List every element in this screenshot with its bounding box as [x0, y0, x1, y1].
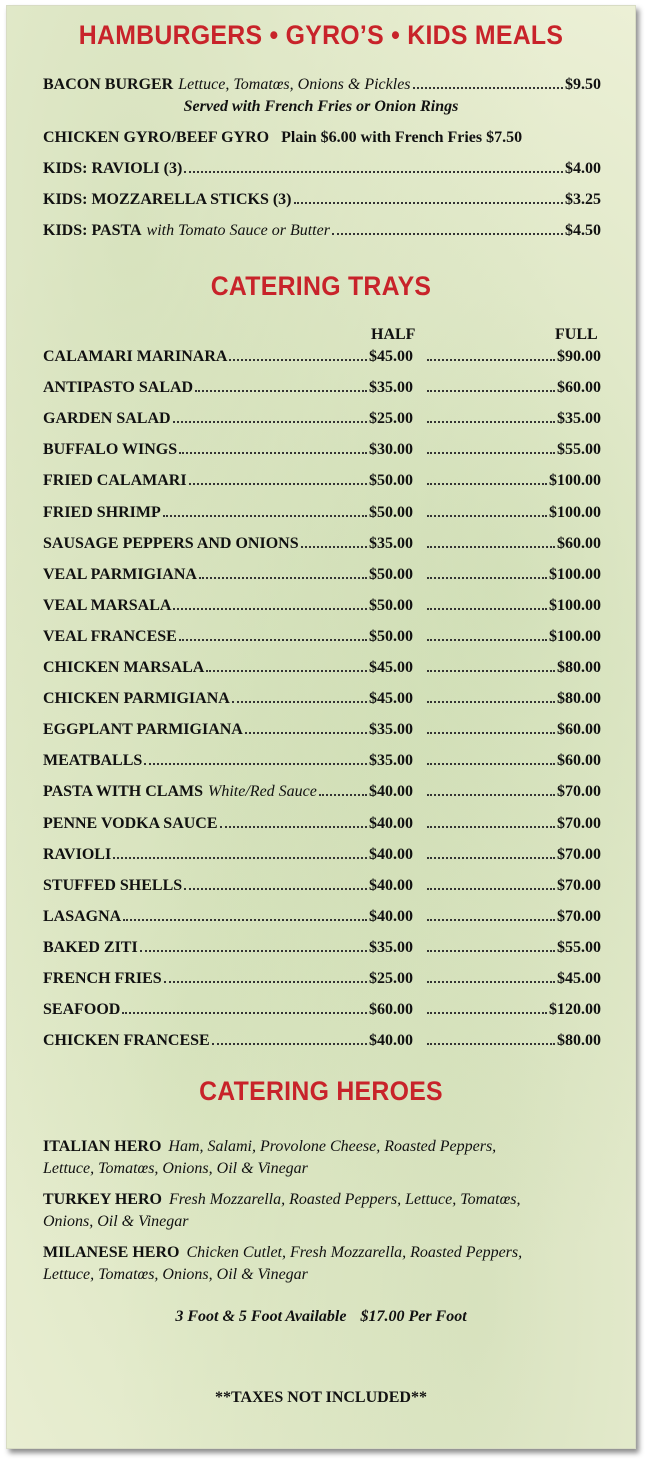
tray-full-price: $60.00 — [557, 379, 601, 397]
tray-name: CHICKEN FRANCESE — [43, 1032, 210, 1050]
dot-leader — [245, 731, 367, 734]
menu-item-gyro — [43, 129, 601, 147]
dot-leader — [140, 949, 367, 952]
tray-full-price: $100.00 — [549, 596, 601, 614]
dot-leader — [163, 514, 367, 517]
tray-half-price: $50.00 — [369, 565, 413, 583]
tray-half-price: $45.00 — [369, 348, 413, 365]
dot-leader — [427, 638, 547, 641]
dot-leader — [229, 358, 367, 361]
tray-description: White/Red Sauce — [208, 783, 317, 801]
column-head-full: FULL — [555, 326, 598, 343]
tray-row — [43, 597, 601, 615]
tray-half-price: $35.00 — [369, 938, 413, 956]
tray-name: STUFFED SHELLS — [43, 876, 183, 894]
tray-half-price: $40.00 — [369, 783, 413, 801]
item-price: $4.00 — [565, 160, 601, 177]
tray-row — [43, 1032, 601, 1050]
tray-name: CALAMARI MARINARA — [43, 348, 228, 365]
tray-name-group — [43, 690, 369, 708]
tray-full-price: $70.00 — [557, 845, 601, 863]
hero-description-line2: Onions, Oil & Vinegar — [43, 1213, 189, 1230]
tray-name-group — [43, 597, 369, 615]
dot-leader — [164, 980, 367, 983]
tray-row — [43, 1001, 601, 1019]
item-price: $3.25 — [565, 191, 601, 208]
dot-leader — [427, 358, 555, 361]
tray-half-price: $40.00 — [369, 845, 413, 863]
item-name: KIDS: PASTA — [43, 222, 142, 239]
tray-half-price: $25.00 — [369, 410, 413, 428]
tray-name: FRENCH FRIES — [43, 970, 162, 987]
tray-half-price: $40.00 — [369, 814, 413, 832]
tray-name-group — [43, 348, 369, 366]
column-head-half: HALF — [371, 326, 416, 343]
menu-item-kids-mozzarella — [43, 191, 601, 209]
hero-name: TURKEY HERO — [43, 1191, 162, 1208]
tray-name-group — [43, 1032, 369, 1050]
tray-row — [43, 783, 601, 801]
tray-row — [43, 566, 601, 584]
item-name: BACON BURGER — [43, 76, 174, 93]
tray-name: MEATBALLS — [43, 752, 143, 770]
hero-availability — [7, 1308, 635, 1326]
dot-leader — [173, 607, 367, 610]
tray-row — [43, 908, 601, 926]
tray-half-price: $50.00 — [369, 503, 413, 521]
tray-name-group — [43, 659, 369, 677]
tray-full-price: $60.00 — [557, 721, 601, 739]
section-title-trays: CATERING TRAYS — [210, 271, 432, 301]
served-with-note: Served with French Fries or Onion Rings — [183, 98, 459, 115]
tray-row — [43, 348, 601, 366]
tray-name: PASTA WITH CLAMS — [43, 783, 204, 801]
hero-name: ITALIAN HERO — [43, 1138, 162, 1155]
tray-row — [43, 628, 601, 646]
tray-full-price: $80.00 — [557, 690, 601, 708]
tray-name: ANTIPASTO SALAD — [43, 379, 194, 397]
tray-row — [43, 410, 601, 428]
dot-leader — [427, 514, 547, 517]
tray-row — [43, 970, 601, 988]
tray-row — [43, 939, 601, 957]
tray-row — [43, 535, 601, 553]
tray-name: SAUSAGE PEPPERS AND ONIONS — [43, 534, 299, 552]
hero-italian — [43, 1136, 603, 1180]
dot-leader — [427, 980, 555, 983]
tray-full-price: $60.00 — [557, 534, 601, 552]
tray-half-price: $25.00 — [369, 970, 413, 987]
tray-name-group — [43, 939, 369, 957]
tray-row — [43, 472, 601, 490]
tray-name-group — [43, 877, 369, 895]
dot-leader — [113, 856, 367, 859]
tray-row — [43, 846, 601, 864]
tray-name-group — [43, 472, 369, 490]
tray-name: BUFFALO WINGS — [43, 441, 178, 459]
tray-name-group — [43, 1001, 369, 1019]
dot-leader — [427, 825, 555, 828]
tray-half-price: $30.00 — [369, 441, 413, 459]
tray-name-group — [43, 535, 369, 553]
dot-leader — [427, 762, 555, 765]
dot-leader — [427, 420, 555, 423]
tray-name-group — [43, 970, 369, 988]
tray-half-price: $60.00 — [369, 1001, 413, 1019]
dot-leader — [294, 201, 564, 204]
tray-half-price: $45.00 — [369, 659, 413, 676]
tray-half-price: $35.00 — [369, 752, 413, 770]
tray-half-price: $45.00 — [369, 690, 413, 708]
hero-turkey — [43, 1189, 603, 1233]
tray-full-price: $70.00 — [557, 814, 601, 832]
item-name: CHICKEN GYRO/BEEF GYRO — [43, 129, 270, 146]
dot-leader — [427, 1042, 555, 1045]
item-price-detail: Plain $6.00 with French Fries $7.50 — [281, 129, 523, 146]
dot-leader — [427, 669, 555, 672]
item-price: $9.50 — [565, 76, 601, 93]
tray-full-price: $35.00 — [557, 410, 601, 428]
hero-description-line2: Lettuce, Tomatœs, Onions, Oil & Vinegar — [43, 1266, 308, 1283]
tray-name-group — [43, 504, 369, 522]
hero-name: MILANESE HERO — [43, 1244, 180, 1261]
dot-leader — [319, 793, 367, 796]
dot-leader — [427, 731, 555, 734]
tray-full-price: $45.00 — [557, 970, 601, 987]
tray-half-price: $35.00 — [369, 379, 413, 397]
hero-milanese — [43, 1242, 603, 1286]
tray-name-group — [43, 379, 369, 397]
dot-leader — [427, 887, 555, 890]
menu-page — [6, 5, 636, 1449]
tray-half-price: $50.00 — [369, 596, 413, 614]
tray-name-group — [43, 908, 369, 926]
taxes-note: **TAXES NOT INCLUDED** — [215, 1389, 427, 1406]
section-title-heroes: CATERING HEROES — [199, 1076, 443, 1106]
item-price: $4.50 — [565, 222, 601, 239]
dot-leader — [427, 545, 555, 548]
dot-leader — [184, 170, 563, 173]
dot-leader — [232, 700, 367, 703]
tray-row — [43, 877, 601, 895]
dot-leader — [184, 887, 367, 890]
hero-description-line1: Ham, Salami, Provolone Cheese, Roasted Peppers, — [168, 1138, 497, 1155]
tray-name: LASAGNA — [43, 907, 122, 925]
tray-full-price: $100.00 — [549, 503, 601, 521]
tray-name-group — [43, 846, 369, 864]
tray-name: CHICKEN PARMIGIANA — [43, 690, 230, 708]
tray-half-price: $35.00 — [369, 534, 413, 552]
tray-half-price: $40.00 — [369, 907, 413, 925]
dot-leader — [189, 482, 367, 485]
tray-name: VEAL PARMIGIANA — [43, 565, 197, 583]
hero-description-line1: Chicken Cutlet, Fresh Mozzarella, Roasted Peppers, — [186, 1244, 523, 1261]
tray-name-group — [43, 752, 369, 770]
tray-name: EGGPLANT PARMIGIANA — [43, 721, 243, 739]
dot-leader — [123, 918, 367, 921]
tray-half-price: $50.00 — [369, 627, 413, 645]
tray-full-price: $70.00 — [557, 907, 601, 925]
dot-leader — [427, 793, 555, 796]
tray-name-group — [43, 410, 369, 428]
tray-name: GARDEN SALAD — [43, 410, 171, 428]
tray-row — [43, 752, 601, 770]
dot-leader — [427, 482, 547, 485]
menu-item-kids-pasta — [43, 222, 601, 240]
tray-name: FRIED SHRIMP — [43, 503, 161, 521]
tray-full-price: $60.00 — [557, 752, 601, 770]
tray-full-price: $55.00 — [557, 938, 601, 956]
dot-leader — [179, 638, 367, 641]
dot-leader — [212, 1042, 367, 1045]
tray-name-group — [43, 721, 369, 739]
dot-leader — [427, 918, 555, 921]
tray-full-price: $90.00 — [557, 348, 601, 365]
dot-leader — [199, 576, 367, 579]
tray-row — [43, 504, 601, 522]
dot-leader — [427, 949, 555, 952]
tray-name: VEAL FRANCESE — [43, 627, 177, 645]
tray-row — [43, 721, 601, 739]
hero-price-per-foot: $17.00 Per Foot — [360, 1308, 467, 1325]
tray-name: CHICKEN MARSALA — [43, 659, 205, 676]
tray-half-price: $35.00 — [369, 721, 413, 739]
tray-full-price: $70.00 — [557, 783, 601, 801]
tray-name: VEAL MARSALA — [43, 596, 172, 614]
dot-leader — [220, 825, 367, 828]
dot-leader — [427, 389, 555, 392]
dot-leader — [195, 389, 367, 392]
tray-name-group — [43, 628, 369, 646]
item-description: with Tomato Sauce or Butter — [146, 222, 330, 239]
item-description: Lettuce, Tomatœs, Onions & Pickles — [178, 76, 411, 93]
dot-leader — [427, 1011, 547, 1014]
tray-name-group — [43, 783, 369, 801]
hero-description-line1: Fresh Mozzarella, Roasted Peppers, Lettuce, Tomatœs, — [168, 1191, 521, 1208]
tray-row — [43, 815, 601, 833]
dot-leader — [427, 856, 555, 859]
hero-description-line2: Lettuce, Tomatœs, Onions, Oil & Vinegar — [43, 1160, 308, 1177]
section-title-burgers: HAMBURGERS • GYRO’S • KIDS MEALS — [78, 20, 564, 50]
tray-name-group — [43, 566, 369, 584]
tray-full-price: $100.00 — [549, 627, 601, 645]
dot-leader — [427, 607, 547, 610]
menu-item-kids-ravioli — [43, 160, 601, 178]
tray-half-price: $40.00 — [369, 1032, 413, 1050]
dot-leader — [427, 576, 547, 579]
dot-leader — [301, 545, 367, 548]
tray-row — [43, 690, 601, 708]
tray-full-price: $70.00 — [557, 876, 601, 894]
tray-name: SEAFOOD — [43, 1001, 121, 1019]
dot-leader — [427, 451, 555, 454]
tray-half-price: $50.00 — [369, 472, 413, 490]
dot-leader — [427, 700, 555, 703]
tray-full-price: $100.00 — [549, 565, 601, 583]
dot-leader — [144, 762, 367, 765]
dot-leader — [122, 1011, 367, 1014]
item-name: KIDS: MOZZARELLA STICKS (3) — [43, 191, 292, 208]
tray-name: BAKED ZITI — [43, 938, 138, 956]
dot-leader — [173, 420, 367, 423]
tray-full-price: $80.00 — [557, 1032, 601, 1050]
tray-row — [43, 659, 601, 677]
dot-leader — [332, 232, 563, 235]
tray-name: RAVIOLI — [43, 845, 112, 863]
tray-name-group — [43, 815, 369, 833]
dot-leader — [413, 86, 563, 89]
menu-item-bacon-burger — [43, 76, 601, 94]
tray-full-price: $80.00 — [557, 659, 601, 676]
tray-full-price: $100.00 — [549, 472, 601, 490]
tray-full-price: $120.00 — [549, 1001, 601, 1019]
tray-row — [43, 379, 601, 397]
dot-leader — [179, 451, 367, 454]
dot-leader — [206, 669, 367, 672]
tray-row — [43, 441, 601, 459]
tray-name-group — [43, 441, 369, 459]
item-name: KIDS: RAVIOLI (3) — [43, 160, 183, 177]
tray-full-price: $55.00 — [557, 441, 601, 459]
hero-sizes: 3 Foot & 5 Foot Available — [175, 1308, 347, 1325]
tray-name: FRIED CALAMARI — [43, 472, 187, 490]
tray-name: PENNE VODKA SAUCE — [43, 814, 218, 832]
tray-half-price: $40.00 — [369, 876, 413, 894]
